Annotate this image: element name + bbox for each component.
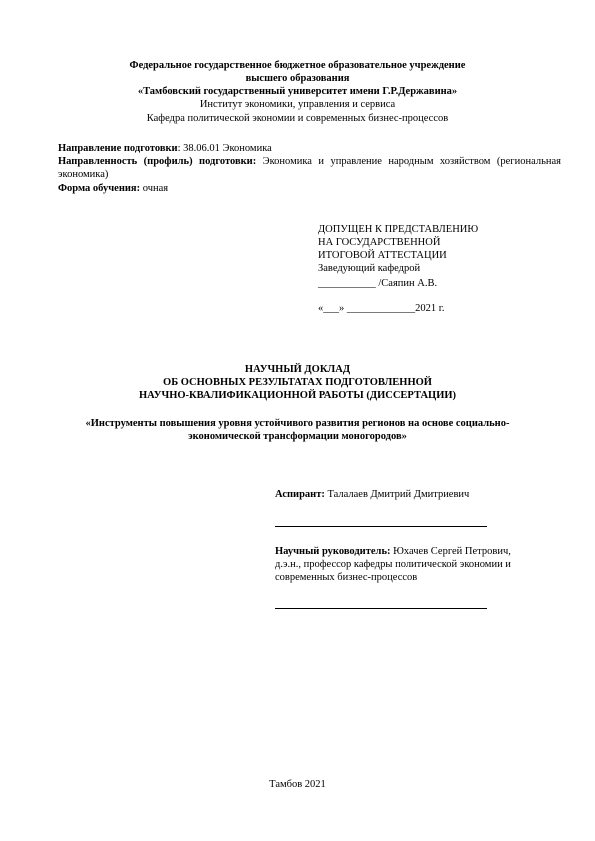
- advisor-line1: [275, 545, 565, 558]
- profile-label: Направленность (профиль) подготовки:: [58, 156, 257, 167]
- title-line3: НАУЧНО-КВАЛИФИКАЦИОННОЙ РАБОТЫ (ДИССЕРТАЦИИ): [138, 390, 457, 401]
- header-org-line2: высшего образования: [245, 73, 350, 84]
- program-direction: [58, 142, 561, 155]
- advisor-block: [275, 545, 565, 584]
- student-line: [275, 488, 469, 501]
- header-institute: Институт экономики, управления и сервиса: [199, 99, 396, 110]
- program-form: [58, 182, 561, 195]
- direction-value: : 38.06.01 Экономика: [177, 143, 272, 154]
- header-org-line1: Федеральное государственное бюджетное образовательное учреждение: [129, 60, 466, 71]
- approval-block: [318, 223, 478, 315]
- direction-label: Направление подготовки: [58, 143, 178, 154]
- student-label: Аспирант:: [275, 489, 325, 500]
- advisor-line3: современных бизнес-процессов: [275, 572, 418, 583]
- student-name: Талалаев Дмитрий Дмитриевич: [324, 489, 470, 500]
- topic-line1: «Инструменты повышения уровня устойчивого развития регионов на основе социально-: [85, 418, 510, 429]
- advisor-label: Научный руководитель:: [275, 546, 391, 557]
- profile-value: Экономика и управление народным хозяйством (региональная экономика): [58, 156, 561, 180]
- advisor-line2: д.э.н., профессор кафедры политической экономии и: [275, 559, 511, 570]
- form-label: Форма обучения:: [58, 183, 141, 194]
- approval-line3: ИТОГОВОЙ АТТЕСТАЦИИ: [318, 250, 447, 261]
- header-university: «Тамбовский государственный университет имени Г.Р.Державина»: [137, 86, 458, 97]
- approval-line2: НА ГОСУДАРСТВЕННОЙ: [318, 237, 441, 248]
- title-line2: ОБ ОСНОВНЫХ РЕЗУЛЬТАТАХ ПОДГОТОВЛЕННОЙ: [163, 377, 432, 388]
- approval-signature: ___________ /Саяпин А.В.: [318, 278, 438, 289]
- footer-city-year: Тамбов 2021: [269, 779, 326, 790]
- advisor-name: Юхачев Сергей Петрович,: [390, 546, 511, 557]
- approval-date: «___» _____________2021 г.: [318, 303, 445, 314]
- program-profile: [58, 155, 561, 181]
- approval-line1: ДОПУЩЕН К ПРЕДСТАВЛЕНИЮ: [318, 224, 479, 235]
- title-line1: НАУЧНЫЙ ДОКЛАД: [244, 364, 351, 375]
- header-department: Кафедра политической экономии и современных бизнес-процессов: [146, 113, 449, 124]
- form-value: очная: [140, 183, 169, 194]
- advisor-signature-line: [275, 608, 487, 609]
- topic-line2: экономической трансформации моногородов»: [188, 431, 407, 442]
- approval-head-title: Заведующий кафедрой: [318, 263, 421, 274]
- student-signature-line: [275, 526, 487, 527]
